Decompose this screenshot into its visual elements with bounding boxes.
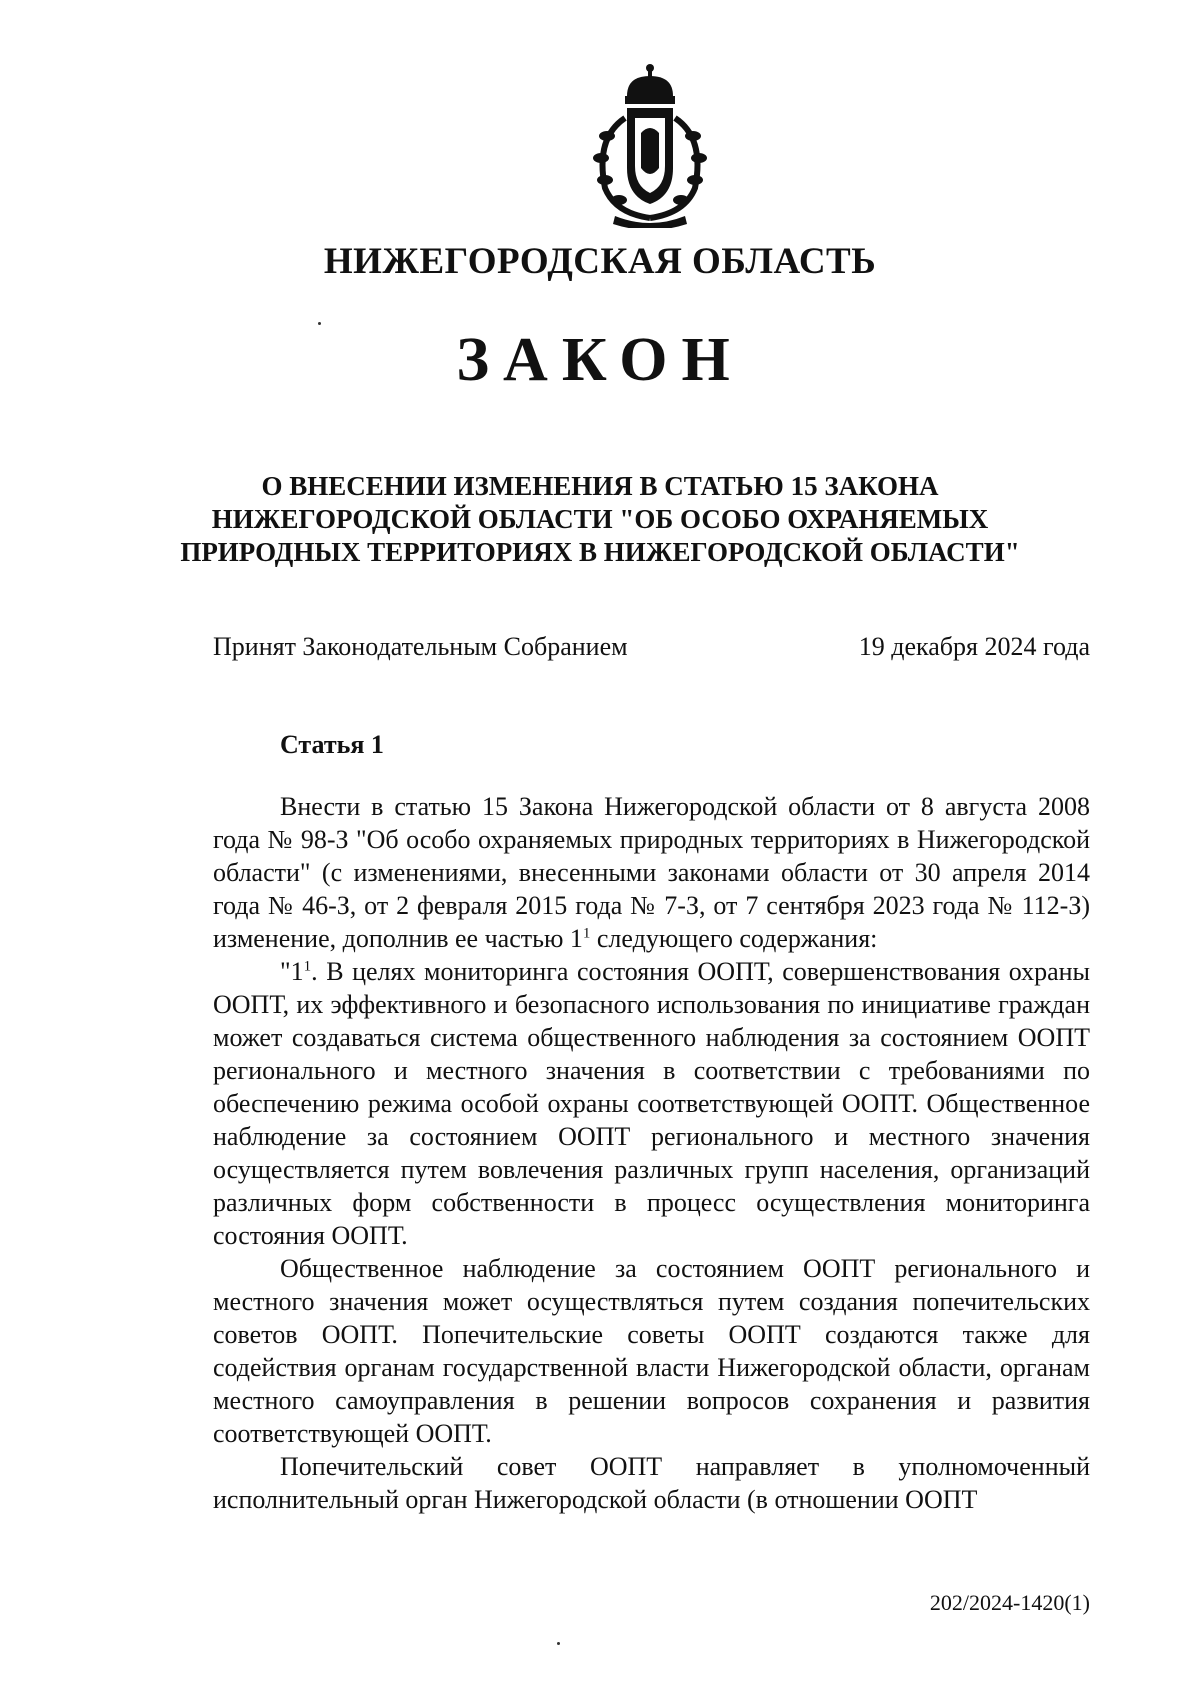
- paragraph: Общественное наблюдение за состоянием ООПТ регионального и местного значения может осуществляться путем создания попечительских советов ООПТ. Попечительские советы ООПТ создаются также для содействия органам государственной власти Нижегородской области, органам местного самоуправления в решении вопросов сохранения и развития соответствующей ООПТ.: [213, 1254, 1090, 1448]
- superscript: 1: [303, 958, 312, 975]
- paragraph: Попечительский совет ООПТ направляет в уполномоченный исполнительный орган Нижегородской области (в отношении ООПТ: [213, 1452, 1090, 1514]
- coat-of-arms-icon: [575, 58, 725, 228]
- region-name: НИЖЕГОРОДСКАЯ ОБЛАСТЬ: [323, 241, 877, 282]
- subject-line: НИЖЕГОРОДСКОЙ ОБЛАСТИ "ОБ ОСОБО ОХРАНЯЕМЫХ: [211, 504, 989, 534]
- adopted-by: Принят Законодательным Собранием: [213, 632, 628, 661]
- paragraph: Внести в статью 15 Закона Нижегородской области от 8 августа 2008 года № 98-З "Об особо охраняемых природных территориях в Нижегородской области" (с изменениями, внесенными законами области от 30 апреля 2014 года № 46-З, от 2 февраля 2015 года № 7-З, от 7 сентября 2023 года № 112-З) изменение, дополнив ее частью $1^1$ следующего содержания:: [213, 792, 1090, 953]
- superscript: 1: [582, 925, 591, 942]
- document-type-title: ЗАКОН: [456, 326, 744, 394]
- scan-speck: [318, 322, 321, 325]
- article-title: Статья 1: [280, 730, 384, 759]
- law-subject: [150, 470, 1050, 569]
- subject-line: ПРИРОДНЫХ ТЕРРИТОРИЯХ В НИЖЕГОРОДСКОЙ ОБЛАСТИ": [180, 537, 1020, 567]
- article-body: [213, 790, 1090, 1516]
- document-number: 202/2024-1420(1): [929, 1590, 1090, 1615]
- adoption-date: 19 декабря 2024 года: [858, 632, 1090, 661]
- adoption-line: [213, 632, 1090, 662]
- paragraph: "$1^1$. В целях мониторинга состояния ООПТ, совершенствования охраны ООПТ, их эффективного и безопасного использования по инициативе граждан может создаваться система общественного наблюдения за состоянием ООПТ регионального и местного значения в соответствии с требованиями по обеспечению режима особой охраны соответствующей ООПТ. Общественное наблюдение за состоянием ООПТ регионального и местного значения осуществляется путем вовлечения различных групп населения, организаций различных форм собственности в процесс осуществления мониторинга состояния ООПТ.: [213, 957, 1090, 1250]
- subject-line: О ВНЕСЕНИИ ИЗМЕНЕНИЯ В СТАТЬЮ 15 ЗАКОНА: [261, 471, 939, 501]
- scan-speck: [557, 1642, 560, 1645]
